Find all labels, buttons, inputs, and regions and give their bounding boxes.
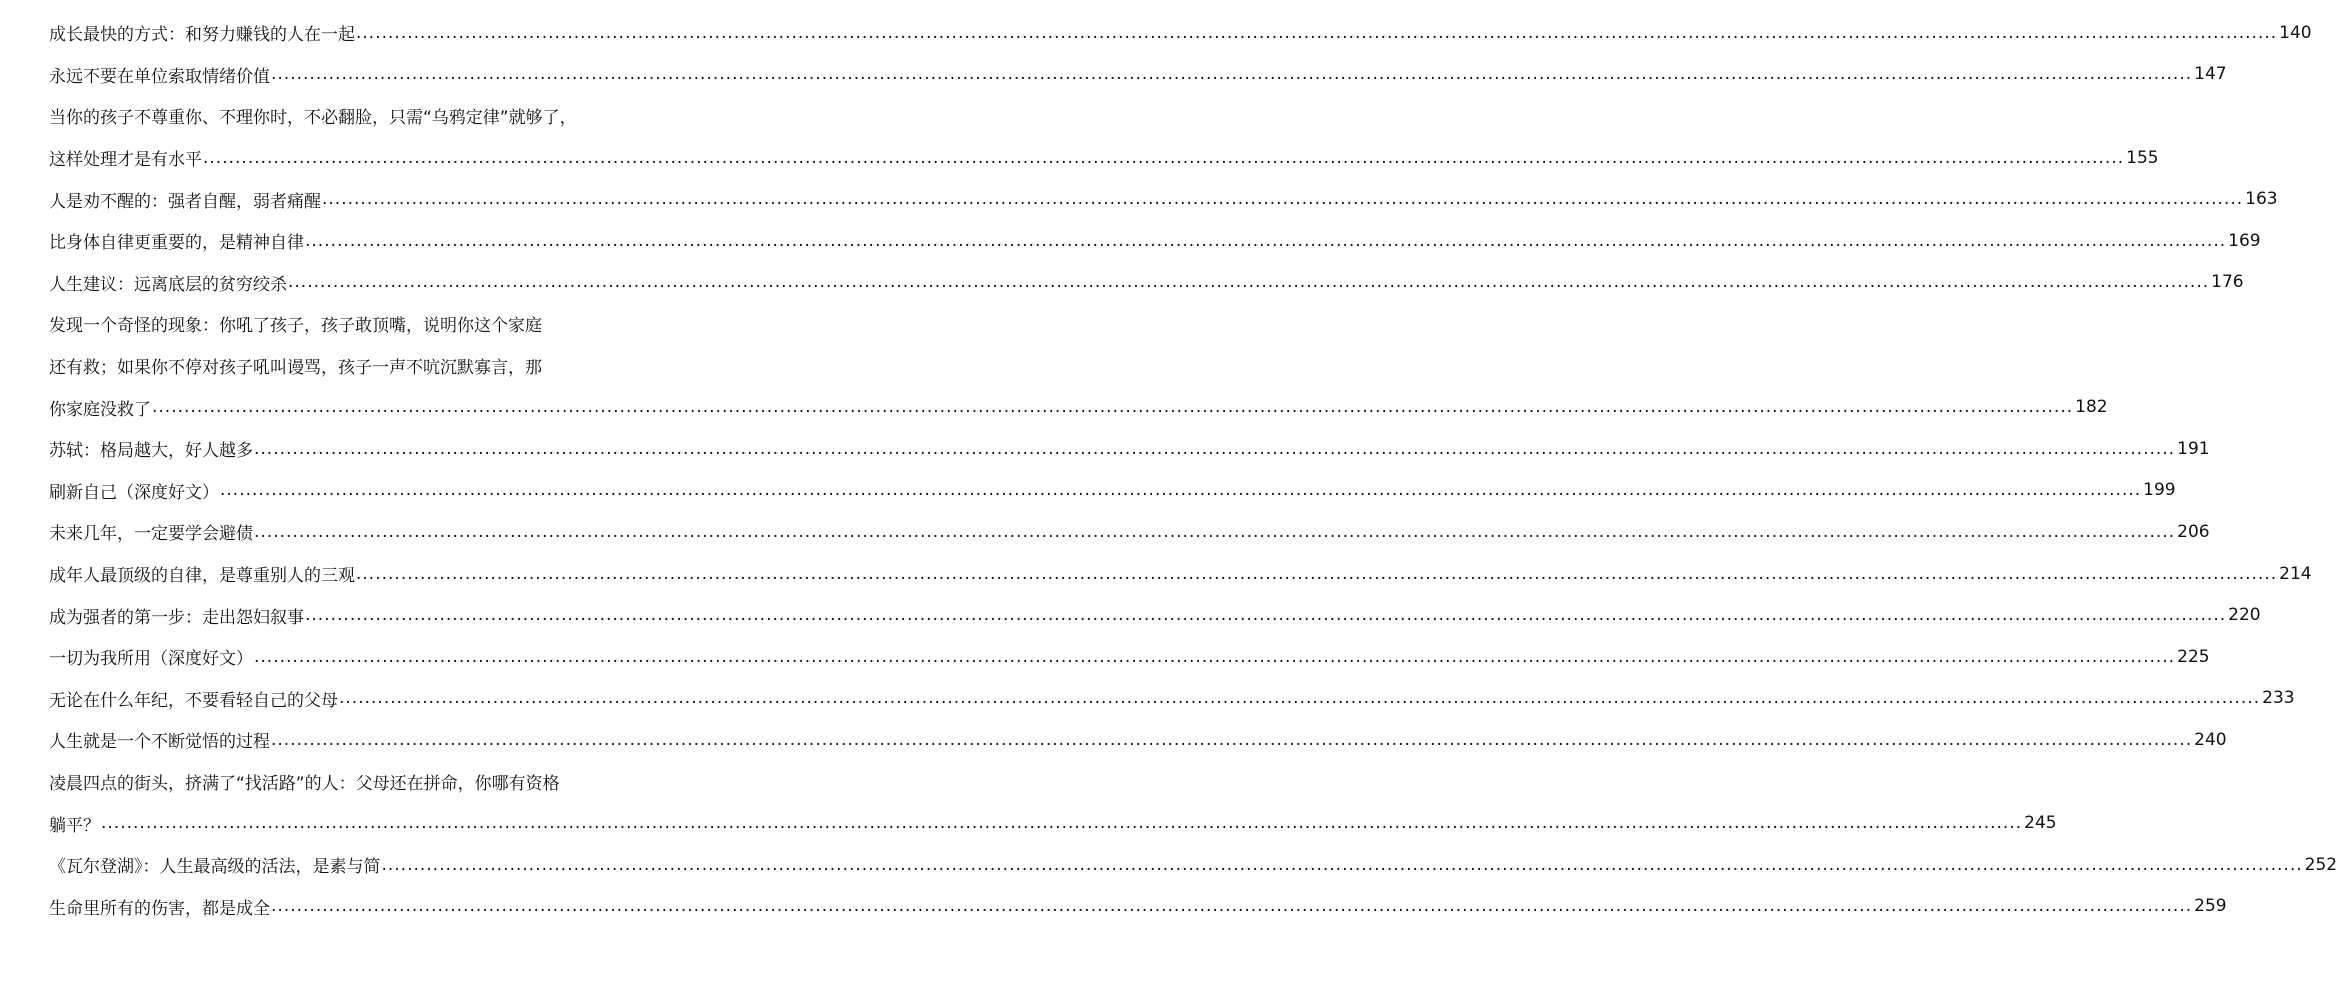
toc-page-number: 220 — [2228, 605, 2261, 626]
toc-dot-leader: ............................................................................................................................................................................................................................................................................................................ — [356, 22, 2278, 43]
toc-entry-title: 躺平？ — [49, 815, 100, 836]
toc-entry[interactable] — [49, 54, 2227, 96]
toc-entry-line — [49, 678, 2295, 720]
toc-entry-title: 发现一个奇怪的现象：你吼了孩子，孩子敢顶嘴，说明你这个家庭 — [49, 316, 542, 337]
toc-dot-leader: ............................................................................................................................................................................................................................................................................................................ — [288, 272, 2210, 293]
toc-entry[interactable] — [49, 95, 2159, 178]
toc-page-number: 176 — [2211, 272, 2244, 293]
toc-entry-line — [49, 345, 602, 387]
toc-page-number: 140 — [2279, 22, 2312, 43]
toc-entry[interactable] — [49, 719, 2227, 761]
toc-dot-leader: ............................................................................................................................................................................................................................................................................................................ — [356, 563, 2278, 584]
toc-entry-title: 这样处理才是有水平 — [49, 150, 202, 171]
toc-entry[interactable] — [49, 511, 2210, 553]
toc-page-number: 225 — [2177, 646, 2210, 667]
toc-entry-title: 未来几年，一定要学会避债 — [49, 524, 253, 545]
toc-entry-title: 成年人最顶级的自律，是尊重别人的三观 — [49, 566, 355, 587]
toc-entry-line — [49, 262, 2244, 304]
toc-entry-title: 永远不要在单位索取情绪价值 — [49, 66, 270, 87]
toc-entry[interactable] — [49, 636, 2210, 678]
toc-entry[interactable] — [49, 553, 2312, 595]
toc-dot-leader: ............................................................................................................................................................................................................................................................................................................ — [381, 854, 2303, 875]
toc-entry-title: 苏轼：格局越大，好人越多 — [49, 441, 253, 462]
toc-entry-line — [49, 54, 2227, 96]
toc-page-number: 233 — [2262, 688, 2295, 709]
toc-dot-leader: ............................................................................................................................................................................................................................................................................................................ — [101, 813, 2023, 834]
toc-entry-line — [49, 844, 2337, 886]
toc-entry-title: 人是劝不醒的：强者自醒，弱者痛醒 — [49, 191, 321, 212]
toc-dot-leader: ............................................................................................................................................................................................................................................................................................................ — [271, 896, 2193, 917]
toc-entry-line — [49, 511, 2210, 553]
toc-entry-title: 比身体自律更重要的，是精神自律 — [49, 233, 304, 254]
toc-page-number: 163 — [2245, 189, 2278, 210]
toc-entry-line — [49, 386, 2108, 428]
toc-dot-leader: ............................................................................................................................................................................................................................................................................................................ — [203, 147, 2125, 168]
toc-dot-leader: ............................................................................................................................................................................................................................................................................................................ — [271, 729, 2193, 750]
toc-entry-line — [49, 719, 2227, 761]
toc-dot-leader: ............................................................................................................................................................................................................................................................................................................ — [339, 688, 2261, 709]
toc-entry-line — [49, 636, 2210, 678]
toc-entry-line — [49, 553, 2312, 595]
toc-dot-leader: ............................................................................................................................................................................................................................................................................................................ — [254, 438, 2176, 459]
toc-dot-leader: ............................................................................................................................................................................................................................................................................................................ — [220, 480, 2142, 501]
toc-entry-line — [49, 428, 2210, 470]
toc-entry-title: 当你的孩子不尊重你、不理你时，不必翻脸，只需“乌鸦定律”就够了， — [49, 108, 577, 129]
toc-entry-title: 生命里所有的伤害，都是成全 — [49, 898, 270, 919]
toc-entry[interactable] — [49, 220, 2261, 262]
toc-entry-title: 一切为我所用（深度好文） — [49, 649, 253, 670]
toc-page-number: 191 — [2177, 438, 2210, 459]
toc-page-number: 259 — [2194, 896, 2227, 917]
toc-dot-leader: ............................................................................................................................................................................................................................................................................................................ — [305, 230, 2227, 251]
toc-entry-line — [49, 594, 2261, 636]
toc-entry[interactable] — [49, 594, 2261, 636]
toc-dot-leader: ............................................................................................................................................................................................................................................................................................................ — [305, 605, 2227, 626]
toc-entry-line — [49, 95, 602, 137]
toc-entry[interactable] — [49, 262, 2244, 304]
toc-entry-line — [49, 178, 2278, 220]
toc-entry[interactable] — [49, 428, 2210, 470]
toc-page-number: 206 — [2177, 521, 2210, 542]
toc-dot-leader: ............................................................................................................................................................................................................................................................................................................ — [271, 64, 2193, 85]
toc-entry-line — [49, 220, 2261, 262]
table-of-contents — [49, 12, 2337, 927]
toc-entry[interactable] — [49, 303, 2108, 428]
toc-entry-line — [49, 137, 2159, 179]
toc-entry-title: 成长最快的方式：和努力赚钱的人在一起 — [49, 25, 355, 46]
toc-entry-title: 凌晨四点的街头，挤满了“找活路”的人：父母还在拼命，你哪有资格 — [49, 773, 560, 794]
toc-entry-line — [49, 885, 2227, 927]
toc-entry-line — [49, 303, 602, 345]
toc-entry-title: 你家庭没救了 — [49, 399, 151, 420]
toc-page-number: 182 — [2075, 397, 2108, 418]
toc-entry-line — [49, 470, 2176, 512]
toc-entry-title: 成为强者的第一步：走出怨妇叙事 — [49, 607, 304, 628]
toc-entry-title: 还有救；如果你不停对孩子吼叫谩骂，孩子一声不吭沉默寡言，那 — [49, 358, 542, 379]
toc-entry-title: 无论在什么年纪，不要看轻自己的父母 — [49, 690, 338, 711]
toc-entry[interactable] — [49, 761, 2057, 844]
toc-entry[interactable] — [49, 678, 2295, 720]
toc-page-number: 252 — [2304, 854, 2337, 875]
toc-entry-title: 人生建议：远离底层的贫穷绞杀 — [49, 274, 287, 295]
toc-entry-title: 刷新自己（深度好文） — [49, 482, 219, 503]
toc-dot-leader: ............................................................................................................................................................................................................................................................................................................ — [254, 521, 2176, 542]
toc-entry[interactable] — [49, 885, 2227, 927]
toc-page-number: 147 — [2194, 64, 2227, 85]
toc-page-number: 169 — [2228, 230, 2261, 251]
toc-page-number: 199 — [2143, 480, 2176, 501]
toc-entry[interactable] — [49, 470, 2176, 512]
toc-entry-line — [49, 12, 2312, 54]
toc-page-number: 214 — [2279, 563, 2312, 584]
toc-entry-title: 《瓦尔登湖》：人生最高级的活法，是素与简 — [49, 857, 381, 878]
toc-page-number: 155 — [2126, 147, 2159, 168]
toc-dot-leader: ............................................................................................................................................................................................................................................................................................................ — [152, 397, 2074, 418]
toc-dot-leader: ............................................................................................................................................................................................................................................................................................................ — [254, 646, 2176, 667]
toc-dot-leader: ............................................................................................................................................................................................................................................................................................................ — [322, 189, 2244, 210]
toc-entry-line — [49, 802, 2057, 844]
toc-entry[interactable] — [49, 178, 2278, 220]
toc-page-number: 245 — [2024, 813, 2057, 834]
toc-entry[interactable] — [49, 844, 2337, 886]
toc-entry-line — [49, 761, 602, 803]
toc-entry-title: 人生就是一个不断觉悟的过程 — [49, 732, 270, 753]
toc-entry[interactable] — [49, 12, 2312, 54]
toc-page-number: 240 — [2194, 729, 2227, 750]
